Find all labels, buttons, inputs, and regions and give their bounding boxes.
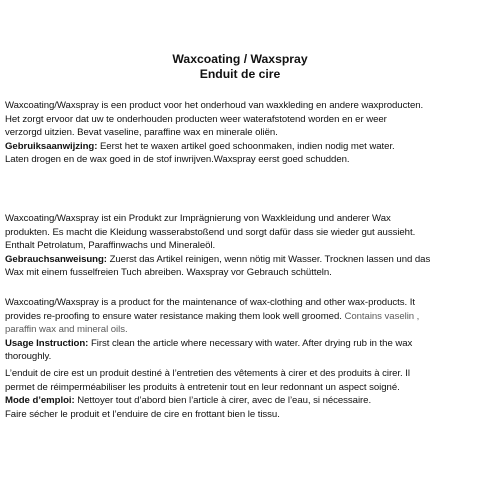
dutch-usage-label: Gebruiksaanwijzing: (5, 140, 98, 152)
english-line-2 (5, 310, 477, 324)
dutch-usage-line (5, 140, 477, 154)
french-paragraph (5, 367, 477, 421)
english-usage-text: First clean the article where necessary with water. After drying rub in the wax (88, 337, 413, 349)
english-usage-label: Usage Instruction: (5, 337, 89, 349)
french-line-2: permet de réimperméabiliser les produits à entretenir tout en leur redonnant un aspect soigné. (5, 381, 400, 393)
dutch-line-1: Waxcoating/Waxspray is een product voor het onderhoud van waxkleding en andere waxproducten. (5, 100, 424, 111)
german-paragraph (5, 212, 477, 280)
french-usage-label: Mode d’emploi: (5, 395, 75, 407)
dutch-paragraph (5, 99, 477, 167)
english-usage-line (5, 337, 477, 351)
english-line-2-muted: Contains vaselin , (344, 310, 420, 322)
german-line-1: Waxcoating/Waxspray ist ein Produkt zur Imprägnierung von Waxkleidung und anderer Wax (5, 213, 391, 224)
french-line-1: L’enduit de cire est un produit destiné à l’entretien des vêtements à cirer et des produits à cirer. Il (5, 368, 410, 379)
german-line-3: Enthalt Petrolatum, Paraffinwachs und Mineraleöl. (5, 240, 216, 252)
title-line-2: Enduit de cire (199, 67, 281, 81)
german-line-2: produkten. Es macht die Kleidung wasserabstoßend und sorgt dafür dass sie wieder gut aussieht. (5, 226, 416, 238)
english-paragraph (5, 296, 477, 364)
german-usage-text: Zuerst das Artikel reinigen, wenn nötig mit Wasser. Trocknen lassen und das (106, 253, 431, 265)
title-line-1: Waxcoating / Waxspray (172, 52, 308, 66)
dutch-line-2: Het zorgt ervoor dat uw te onderhouden producten weer waterafstotend worden en er weer (5, 113, 387, 125)
english-line-5: thoroughly. (5, 351, 52, 363)
document-title (0, 52, 480, 82)
german-line-5: Wax mit einem fusselfreien Tuch abreiben. Waxspray vor Gebrauch schütteln. (5, 267, 332, 279)
french-usage-line (5, 394, 477, 408)
english-line-3: paraffin wax and mineral oils. (5, 324, 128, 336)
german-usage-label: Gebrauchsanweisung: (5, 253, 107, 265)
english-line-2-main: provides re-proofing to ensure water resistance making them look well groomed. (5, 310, 345, 322)
french-usage-text: Nettoyer tout d’abord bien l’article à cirer, avec de l’eau, si nécessaire. (74, 395, 372, 407)
english-line-1: Waxcoating/Waxspray is a product for the maintenance of wax-clothing and other wax-products. It (5, 297, 415, 308)
german-usage-line (5, 253, 477, 267)
dutch-line-3: verzorgd uitzien. Bevat vaseline, paraffine wax en minerale oliën. (5, 127, 278, 139)
dutch-line-5: Laten drogen en de wax goed in de stof inwrijven.Waxspray eerst goed schudden. (5, 154, 350, 166)
french-line-4: Faire sécher le produit et l’enduire de cire en frottant bien le tissu. (5, 408, 280, 420)
dutch-usage-text: Eerst het te waxen artikel goed schoonmaken, indien nodig met water. (97, 140, 395, 152)
